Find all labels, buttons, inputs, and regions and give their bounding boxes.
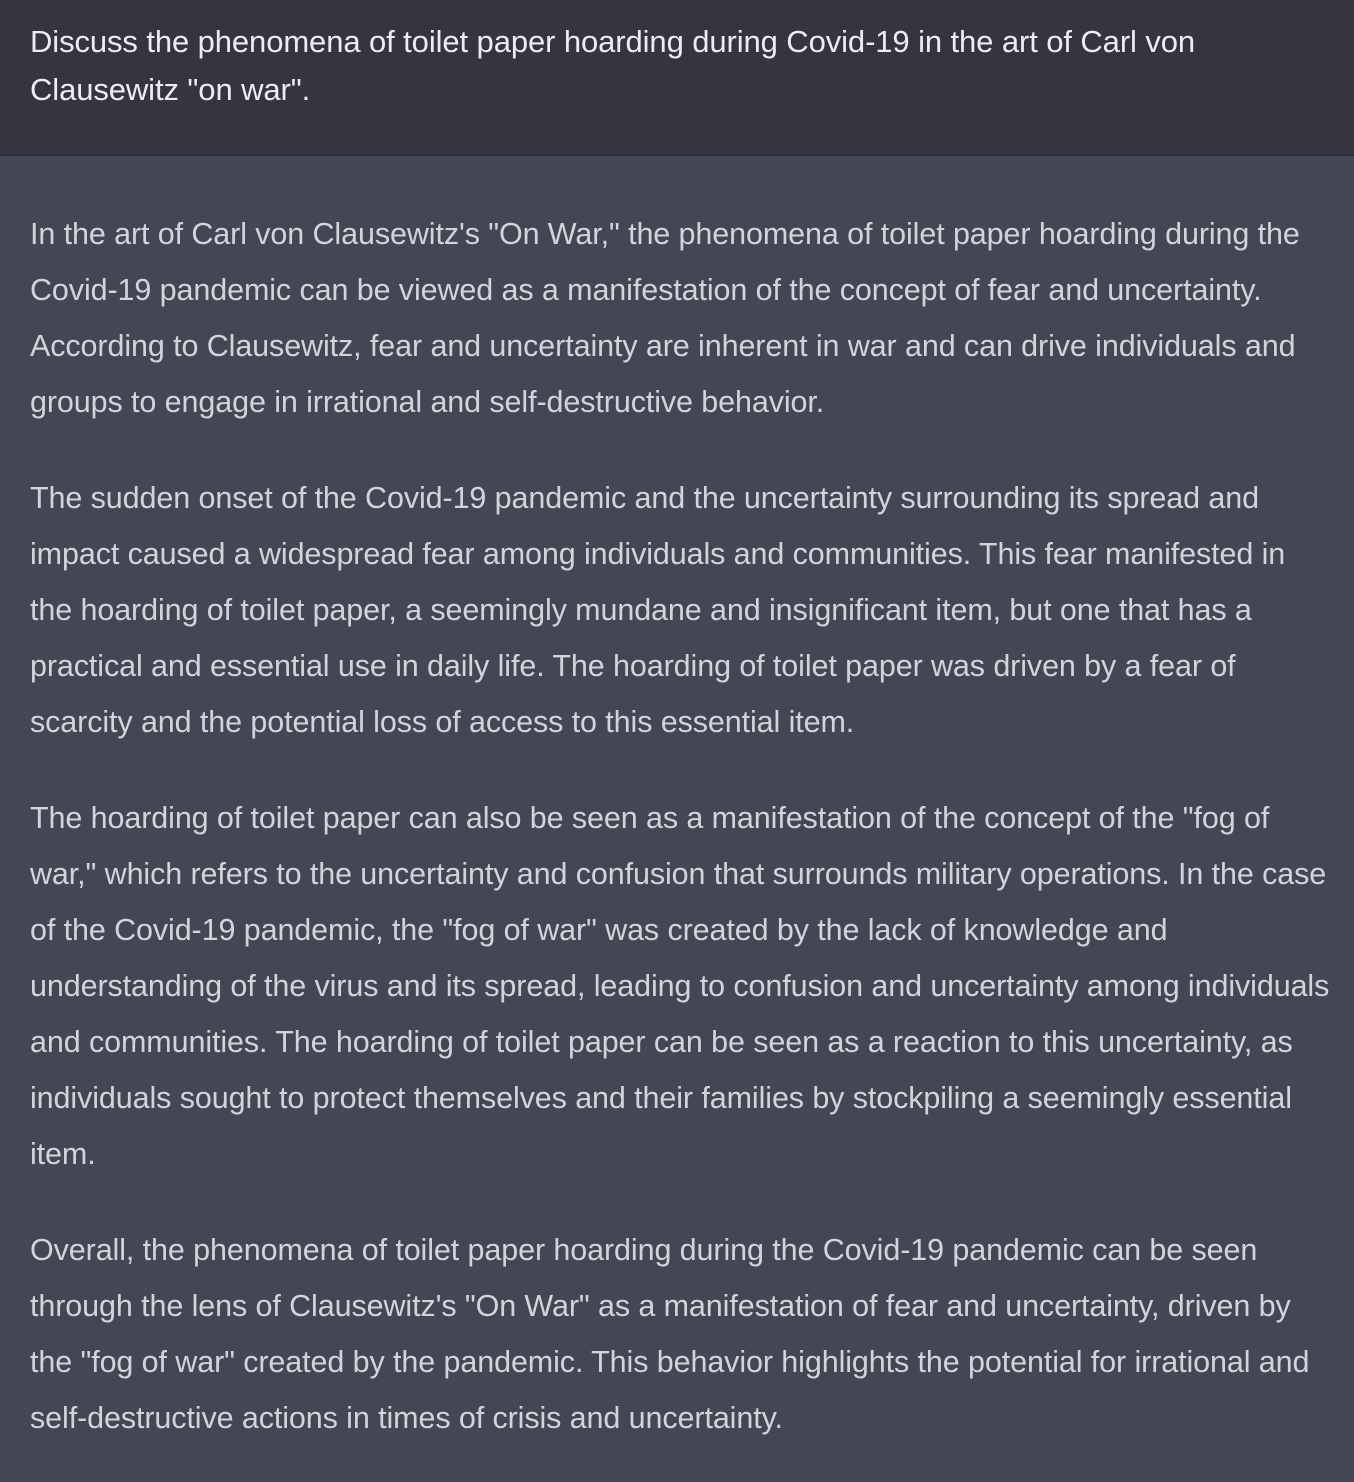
user-message-block <box>0 0 1354 156</box>
assistant-paragraph: The hoarding of toilet paper can also be seen as a manifestation of the concept of the "fog of war," which refers to the uncertainty and confusion that surrounds military operations. In the case of the Covid-19 pandemic, the "fog of war" was created by the lack of knowledge and understanding of the virus and its spread, leading to confusion and uncertainty among individuals and communities. The hoarding of toilet paper can be seen as a reaction to this uncertainty, as individuals sought to protect themselves and their families by stockpiling a seemingly essential item. <box>30 801 1330 1171</box>
assistant-paragraph: Overall, the phenomena of toilet paper hoarding during the Covid-19 pandemic can be seen through the lens of Clausewitz's "On War" as a manifestation of fear and uncertainty, driven by the "fog of war" created by the pandemic. This behavior highlights the potential for irrational and self-destructive actions in times of crisis and uncertainty. <box>30 1233 1310 1435</box>
assistant-paragraph: In the art of Carl von Clausewitz's "On War," the phenomena of toilet paper hoarding during the Covid-19 pandemic can be viewed as a manifestation of the concept of fear and uncertainty. According to Clausewitz, fear and uncertainty are inherent in war and can drive individuals and groups to engage in irrational and self-destructive behavior. <box>30 217 1300 419</box>
assistant-message-block <box>0 156 1354 1481</box>
assistant-paragraph: The sudden onset of the Covid-19 pandemic and the uncertainty surrounding its spread and impact caused a widespread fear among individuals and communities. This fear manifested in the hoarding of toilet paper, a seemingly mundane and insignificant item, but one that has a practical and essential use in daily life. The hoarding of toilet paper was driven by a fear of scarcity and the potential loss of access to this essential item. <box>30 481 1286 739</box>
assistant-message-body <box>0 206 1354 1446</box>
user-message-text: Discuss the phenomena of toilet paper hoarding during Covid-19 in the art of Carl von Clausewitz "on war". <box>30 24 1196 107</box>
